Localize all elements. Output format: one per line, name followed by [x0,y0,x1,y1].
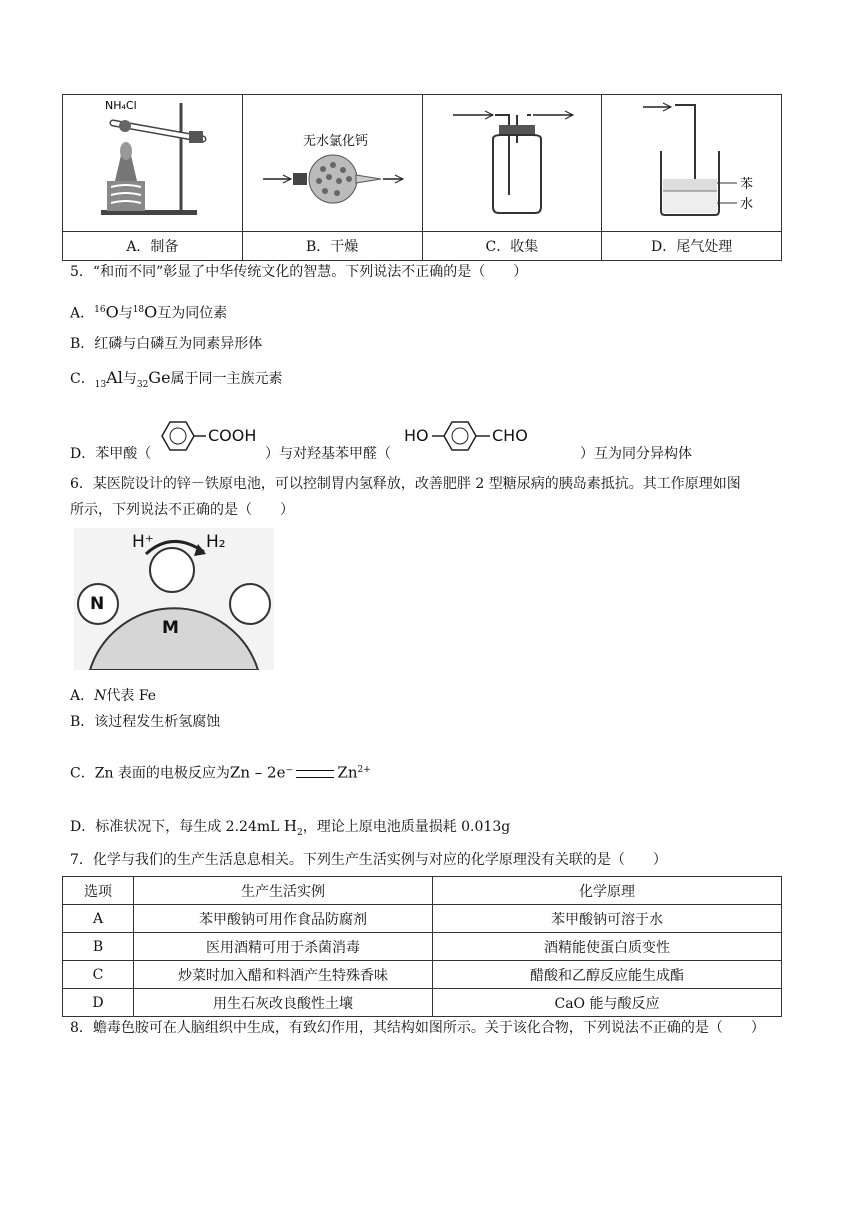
q5-d-part3: ）互为同分异构体 [580,446,692,462]
q5-a-mass2: 18 [132,305,145,315]
q5-c-z1: 13 [94,379,107,390]
q7-table [62,876,782,1017]
galvanic-cell-figure [74,528,274,670]
row-b-option: B [63,933,134,961]
cooh-group-label: COOH [208,426,257,445]
benzoic-acid-structure [150,418,260,458]
q5-a-prefix: A． [70,305,95,322]
header-example: 生产生活实例 [134,877,433,905]
q5-a-element2: O [144,302,158,322]
q6-c-eq-right: Zn [337,763,358,782]
q6-a-text: 代表 Fe [106,688,157,704]
p-hydroxybenzaldehyde-structure [400,418,590,458]
table-row [63,989,782,1017]
q8-stem: 8．蟾毒色胺可在人脑组织中生成，有致幻作用，其结构如图所示。关于该化合物，下列说法不正确的是（ ） [70,1020,765,1036]
header-principle: 化学原理 [433,877,782,905]
benzene-label: 苯 [739,177,753,192]
q5-c-element2: Ge [148,368,171,387]
row-b-example: 医用酒精可用于杀菌消毒 [134,933,433,961]
q5-a-mass1: 16 [94,305,106,315]
apparatus-a-preparation-figure [63,95,243,232]
q6-option-b: B．该过程发生析氢腐蚀 [70,714,221,730]
apparatus-table [62,94,782,261]
q6-option-d [70,816,510,843]
row-a-principle: 苯甲酸钠可溶于水 [433,905,782,933]
table-header-row [63,877,782,905]
q5-option-c [70,368,283,395]
q5-c-prefix: C． [70,371,95,387]
table-row [63,905,782,933]
tail-gas-beaker-illustration [603,95,781,227]
q5-a-text: 互为同位素 [157,305,228,322]
apparatus-c-collection-figure [422,95,602,232]
q5-option-a [70,300,227,324]
row-c-option: C [63,961,134,989]
ho-group-label: HO [404,426,429,445]
caption-c: C．收集 [422,232,602,261]
q6-stem-line2: 所示，下列说法不正确的是（ ） [70,502,294,518]
q5-c-text: 属于同一主族元素 [170,371,283,387]
q5-c-mid: 与 [122,371,137,387]
row-c-example: 炒菜时加入醋和料酒产生特殊香味 [134,961,433,989]
q6-c-eq-left: Zn – 2e⁻ [229,763,294,782]
row-a-option: A [63,905,134,933]
table-row [63,961,782,989]
h-plus-label: H⁺ [132,532,154,552]
q5-d-part1: D．苯甲酸（ [70,446,152,462]
caption-d: D．尾气处理 [602,232,782,261]
q6-stem-line1: 6．某医院设计的锌－铁原电池，可以控制胃内氢释放，改善肥胖 2 型糖尿病的胰岛素抵抗。其工作原理如图 [70,476,741,492]
q6-d-h2-sub: 2 [296,827,303,838]
q6-d-prefix: D．标准状况下，每生成 2.24mL [70,819,284,835]
row-a-example: 苯甲酸钠可用作食品防腐剂 [134,905,433,933]
row-b-principle: 酒精能使蛋白质变性 [433,933,782,961]
q6-c-text: Zn 表面的电极反应为 [94,765,230,782]
cho-group-label: CHO [492,426,528,445]
row-d-example: 用生石灰改良酸性土壤 [134,989,433,1017]
nh4cl-heating-setup-illustration [63,95,241,227]
caption-a: A．制备 [63,232,243,261]
q6-d-suffix: ，理论上原电池质量损耗 0.013g [302,819,511,835]
q5-c-z2: 32 [136,379,149,390]
row-c-principle: 醋酸和乙醇反应能生成酯 [433,961,782,989]
q6-option-a [70,686,156,706]
q6-c-prefix: C． [70,765,95,782]
apparatus-d-tail-gas-figure [602,95,782,232]
q6-option-c [70,760,371,784]
n-electrode-label: N [90,594,105,614]
caption-b: B．干燥 [242,232,422,261]
row-d-principle: CaO 能与酸反应 [433,989,782,1017]
drying-tube-illustration [243,95,421,227]
q7-stem: 7．化学与我们的生产生活息息相关。下列生产生活实例与对应的化学原理没有关联的是（ ） [70,852,667,868]
q5-a-mid: 与 [118,305,133,322]
drying-agent-label: 无水氯化钙 [303,134,369,149]
water-label: 水 [739,197,753,212]
table-row [63,933,782,961]
q5-option-d [70,444,151,464]
apparatus-b-drying-figure [242,95,422,232]
q5-a-element1: O [105,302,119,322]
q5-stem: 5．“和而不同”彰显了中华传统文化的智慧。下列说法不正确的是（ ） [70,264,528,280]
q5-c-element1: Al [106,368,123,387]
row-d-option: D [63,989,134,1017]
q6-a-prefix: A． [70,688,95,704]
q5-option-b: B．红磷与白磷互为同素异形体 [70,336,263,352]
q5-d-part2: ）与对羟基苯甲醛（ [265,446,391,462]
q6-d-h2: H [283,817,297,835]
q6-a-n: N [94,688,107,704]
nh4cl-label: NH₄Cl [105,99,138,112]
reaction-equals-sign [296,770,334,778]
h2-label: H₂ [206,532,226,552]
gas-collection-bottle-illustration [423,95,601,227]
q6-c-charge: 2+ [357,765,371,775]
header-option: 选项 [63,877,134,905]
m-electrode-label: M [162,618,179,638]
